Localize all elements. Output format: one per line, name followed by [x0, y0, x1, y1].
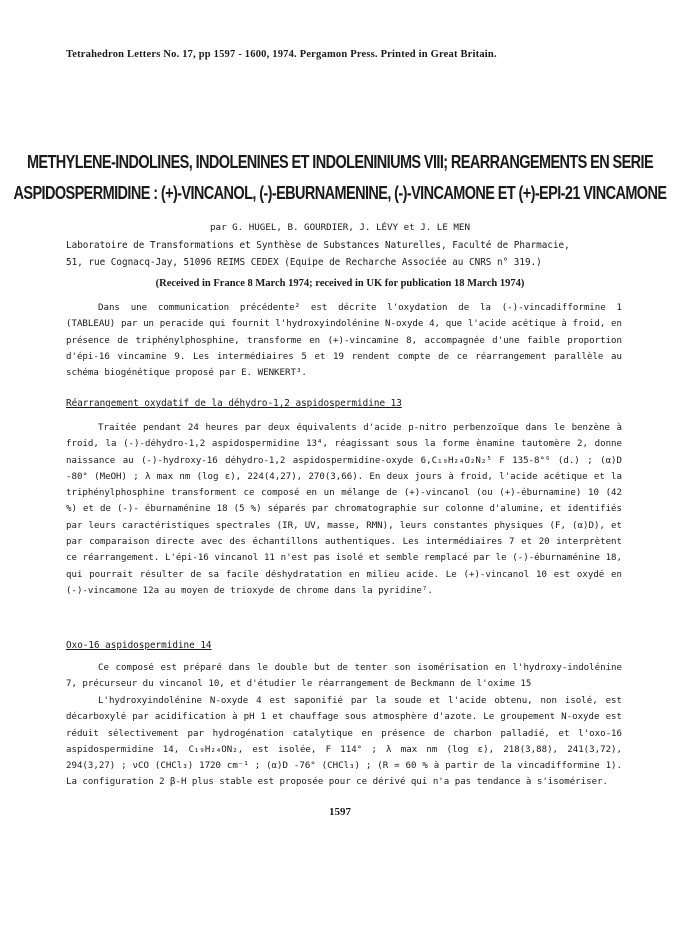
affiliation-line-1: Laboratoire de Transformations et Synthèse de Substances Naturelles, Faculté de Pharmacie, [66, 240, 570, 251]
affiliation-line-2: 51, rue Cognacq-Jay, 51096 REIMS CEDEX (Equipe de Recharche Associée au CNRS n° 319.) [66, 257, 542, 268]
section-heading-oxo16: Oxo-16 aspidospermidine 14 [66, 640, 212, 651]
page-number: 1597 [329, 806, 351, 818]
section-oxo16-paragraph-1: Ce composé est préparé dans le double but de tenter son isomérisation en l'hydroxy-indolénine 7, précurseur du vincanol 10, et d'étudier le réarrangement de Beckmann de l'oxime 15 [66, 663, 622, 690]
received-dates: (Received in France 8 March 1974; received in UK for publication 18 March 1974) [155, 278, 525, 289]
section-oxo16-paragraph-2: L'hydroxyindolénine N-oxyde 4 est saponifié par la soude et l'acide obtenu, non isolé, est décarboxylé par acidification à pH 1 et chauffage sous atmosphère d'azote. Le groupement N-oxyde est réduit sélectivement par hydrogénation catalytique en présence de charbon palladié, et l'oxo-16 aspidospermidine 14, C₁₉H₂₄ON₂, est isolée, F 114° ; λ max nm (log ε), 218(3,88), 241(3,72), 294(3,27) ; νCO (CHCl₃) 1720 cm⁻¹ ; (α)D -76° (CHCl₃) ; (R = 60 % à partir de la vincadifformine 1). La configuration 2 β-H plus stable est proposée pour ce dérivé qui n'a pas tendance à s'isomériser. [66, 696, 622, 788]
section-heading-rearrangement: Réarrangement oxydatif de la déhydro-1,2 aspidospermidine 13 [66, 398, 402, 409]
section-rearrangement-paragraph: Traitée pendant 24 heures par deux équivalents d'acide p-nitro perbenzoïque dans le benzène à froid, la (-)-déhydro-1,2 aspidospermidine 13⁴, réagissant sous la forme ènamine tautomère 2, donne naissance au (-)-hydroxy-16 déhydro-1,2 aspidospermidine-oxyde 6,C₁₉H₂₄O₂N₂⁵ F 135-8°⁶ (d.) ; (α)D -80° (MeOH) ; λ max nm (log ε), 224(4,27), 270(3,66). En deux jours à froid, l'acide acétique et la triphénylphosphine transforment ce composé en un mélange de (+)-vincanol (ou (+)-éburnamine) 10 (42 %) et de (-)- éburnaménine 18 (5 %) séparés par chromatographie sur colonne d'alumine, et identifiés par leurs caractéristiques spectrales (IR, UV, masse, RMN), leurs constantes physiques (F, (α)D), et par comparaison directe avec des échantillons authentiques. Les intermédiaires 7 et 20 interprètent ce réarrangement. L'épi-16 vincanol 11 n'est pas isolé et semble remplacé par le (-)-éburnaménine 18, qui pourrait résulter de sa facile déshydratation en milieu acide. Le (+)-vincanol 10 est oxydé en (-)-vincamone 12a au moyen de trioxyde de chrome dans la pyridine⁷. [66, 423, 622, 596]
article-title-line-1: METHYLENE-INDOLINES, INDOLENINES ET INDOLENINIUMS VIII; REARRANGEMENTS EN SERIE [26, 153, 654, 173]
intro-paragraph: Dans une communication précédente² est décrite l'oxydation de la (-)-vincadifformine 1 (TABLEAU) par un peracide qui fournit l'hydroxyindolénine N-oxyde 4, que l'acide acétique à froid, en présence de triphénylphosphine, transforme en (+)-vincamine 8, accompagnée d'une faible proportion d'épi-16 vincamine 9. Les intermédiaires 5 et 19 rendent compte de ce réarrangement parallèle au schéma biogénétique proposé par E. WENKERT³. [66, 303, 622, 379]
article-title-line-2: ASPIDOSPERMIDINE : (+)-VINCANOL, (-)-EBURNAMENINE, (-)-VINCAMONE ET (+)-EPI-21 VINCAMONE [13, 184, 667, 204]
journal-citation-header: Tetrahedron Letters No. 17, pp 1597 - 1600, 1974. Pergamon Press. Printed in Great Britain. [66, 49, 497, 60]
author-list: par G. HUGEL, B. GOURDIER, J. LÉVY et J. LE MEN [210, 222, 470, 233]
